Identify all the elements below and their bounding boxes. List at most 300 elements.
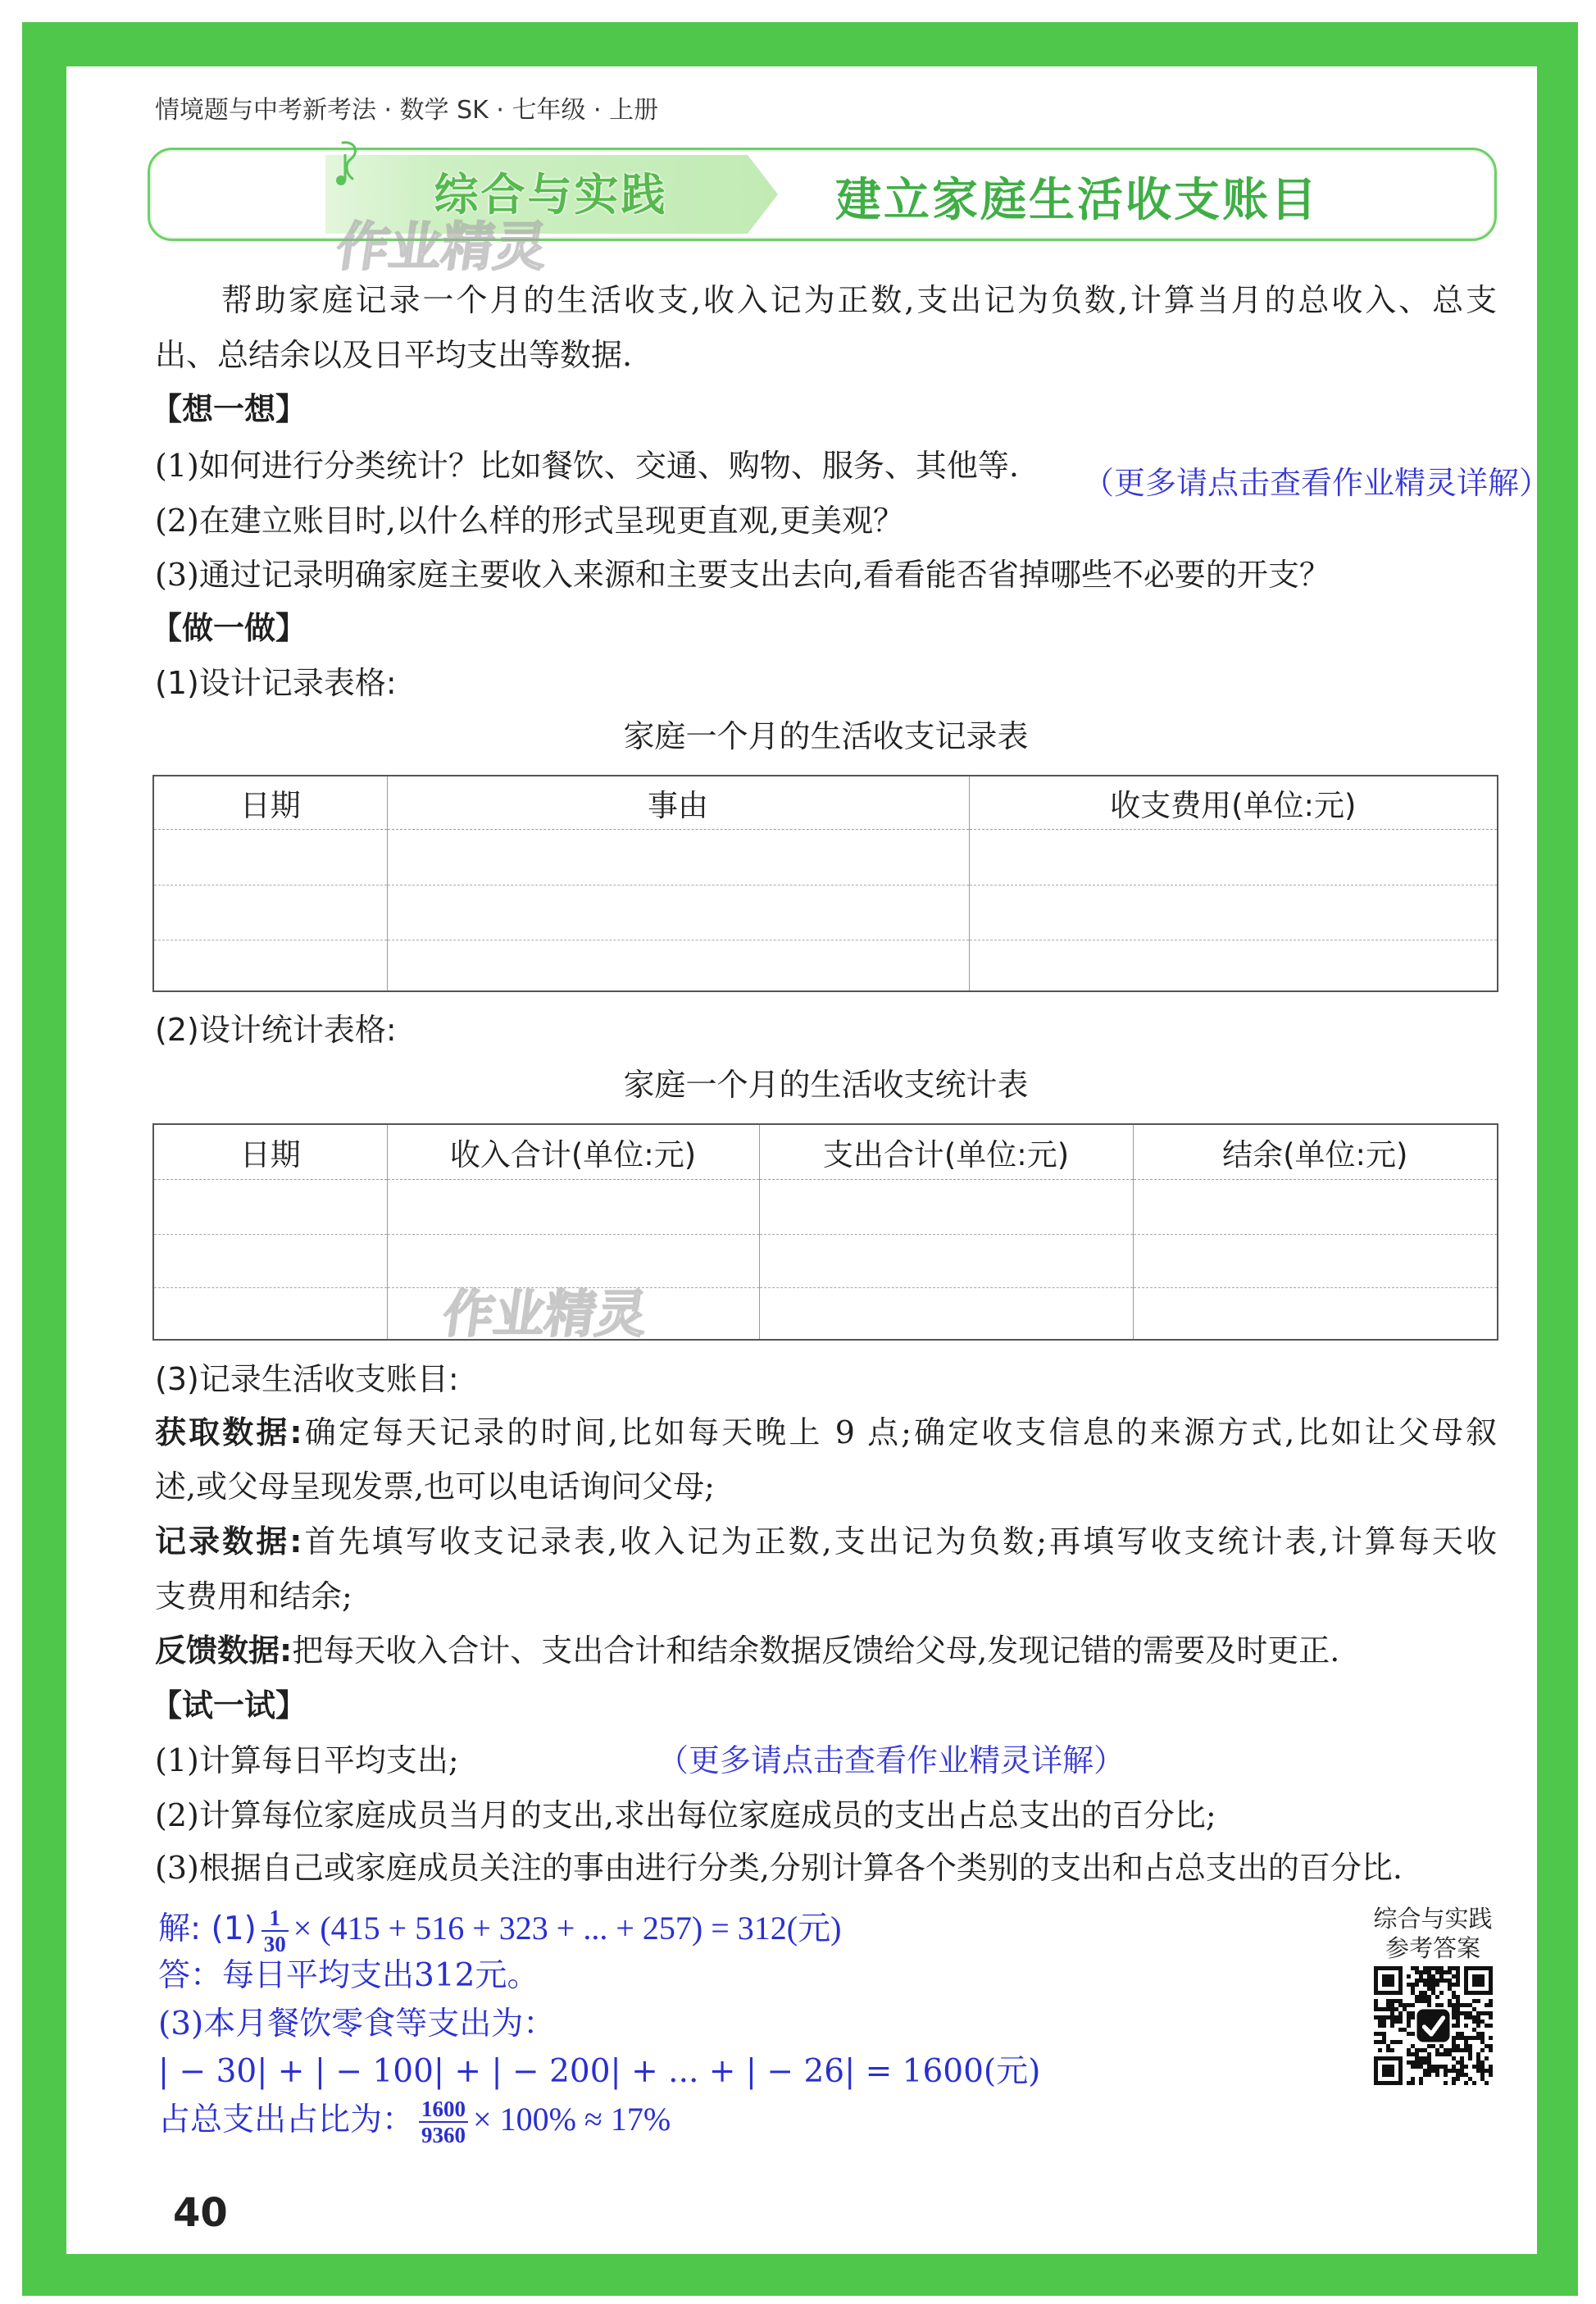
- qr-module: [1407, 2060, 1411, 2065]
- qr-module: [1456, 1966, 1460, 1970]
- qr-module: [1378, 2040, 1382, 2044]
- qr-module: [1435, 2069, 1439, 2073]
- answer-line: (3)本月餐饮零食等支出为：: [158, 2006, 556, 2042]
- qr-module: [1456, 2015, 1460, 2019]
- qr-module: [1411, 2077, 1415, 2081]
- qr-module: [1415, 1999, 1419, 2003]
- qr-module: [1423, 1983, 1427, 1987]
- stats-table-title: 家庭一个月的生活收支统计表: [623, 1067, 1029, 1103]
- qr-module: [1464, 2015, 1468, 2019]
- qr-module: [1452, 1995, 1456, 1999]
- qr-module: [1407, 2024, 1411, 2028]
- qr-module: [1411, 1991, 1415, 1995]
- qr-module: [1435, 1995, 1439, 1999]
- qr-module: [1452, 2003, 1456, 2007]
- qr-module: [1411, 1966, 1415, 1970]
- qr-module: [1394, 2015, 1398, 2019]
- qr-module: [1489, 2024, 1493, 2028]
- qr-module: [1378, 2019, 1382, 2024]
- qr-module: [1476, 2060, 1480, 2065]
- table-row: [153, 829, 1498, 885]
- answer-key-label: 参考答案: [1385, 1934, 1480, 1962]
- qr-module: [1411, 2065, 1415, 2069]
- qr-module: [1448, 2069, 1452, 2073]
- qr-module: [1390, 2048, 1394, 2052]
- column-header: 日期: [153, 776, 387, 829]
- qr-module: [1407, 2003, 1411, 2007]
- qr-module: [1411, 2060, 1415, 2065]
- qr-finder-pattern: [1382, 1974, 1394, 1987]
- qr-module: [1439, 2052, 1444, 2056]
- qr-module: [1431, 1974, 1435, 1978]
- qr-module: [1489, 2003, 1493, 2007]
- table-cell: [153, 1287, 387, 1340]
- qr-module: [1472, 2081, 1476, 2085]
- qr-module: [1407, 2015, 1411, 2019]
- qr-module: [1460, 2060, 1464, 2065]
- intro-line: 出、总结余以及日平均支出等数据.: [155, 337, 633, 373]
- qr-module: [1464, 2048, 1468, 2052]
- qr-module: [1415, 1978, 1419, 1983]
- paragraph-line: 支费用和结余;: [155, 1578, 352, 1614]
- qr-module: [1452, 2048, 1456, 2052]
- qr-module: [1456, 1974, 1460, 1978]
- qr-module: [1448, 1970, 1452, 1974]
- qr-module: [1374, 2003, 1378, 2007]
- qr-module: [1407, 2052, 1411, 2056]
- qr-module: [1476, 2069, 1480, 2073]
- qr-module: [1407, 2032, 1411, 2036]
- qr-module: [1431, 1991, 1435, 1995]
- answer-key-label: 综合与实践: [1373, 1905, 1493, 1933]
- qr-module: [1435, 2073, 1439, 2077]
- qr-module: [1419, 1970, 1423, 1974]
- qr-module: [1411, 1987, 1415, 1991]
- qr-module: [1476, 2052, 1480, 2056]
- table-cell: [387, 829, 969, 885]
- qr-module: [1431, 2044, 1435, 2048]
- answer-prefix: 占总支出占比为：: [158, 2101, 415, 2138]
- qr-module: [1403, 2028, 1407, 2032]
- qr-module: [1394, 1999, 1398, 2003]
- table-cell: [153, 829, 387, 885]
- qr-module: [1448, 1999, 1452, 2003]
- qr-module: [1464, 2011, 1468, 2015]
- qr-module: [1444, 1970, 1448, 1974]
- qr-module: [1452, 2081, 1456, 2085]
- table-row: [153, 1179, 1498, 1234]
- qr-module: [1407, 1983, 1411, 1987]
- qr-module: [1485, 2056, 1489, 2060]
- answer-line: | − 30| + | − 100| + | − 200| + ... + | − 26| = 1600(元): [158, 2053, 1041, 2090]
- banner-tag: 综合与实践: [434, 169, 668, 221]
- qr-module: [1472, 2019, 1476, 2024]
- try-item: (1)计算每日平均支出;: [155, 1742, 459, 1778]
- qr-module: [1452, 2056, 1456, 2060]
- table-row: [153, 1234, 1498, 1287]
- qr-module: [1374, 2015, 1378, 2019]
- qr-module: [1452, 2077, 1456, 2081]
- qr-module: [1468, 2056, 1472, 2060]
- qr-module: [1374, 1999, 1378, 2003]
- qr-module: [1476, 2024, 1480, 2028]
- qr-module: [1378, 2048, 1382, 2052]
- qr-module: [1480, 2073, 1485, 2077]
- qr-module: [1390, 1999, 1394, 2003]
- qr-module: [1427, 1974, 1431, 1978]
- table-cell: [759, 1287, 1133, 1340]
- qr-module: [1427, 2065, 1431, 2069]
- qr-module: [1435, 1978, 1439, 1983]
- qr-module: [1382, 2032, 1386, 2036]
- watermark: 作业精灵: [439, 1284, 652, 1344]
- try-item: (3)根据自己或家庭成员关注的事由进行分类,分别计算各个类别的支出和占总支出的百分比.: [155, 1850, 1403, 1886]
- qr-module: [1419, 2077, 1423, 2081]
- qr-module: [1382, 2015, 1386, 2019]
- qr-module: [1378, 2015, 1382, 2019]
- qr-module: [1456, 2024, 1460, 2028]
- qr-module: [1407, 2019, 1411, 2024]
- table-cell: [153, 940, 387, 991]
- qr-center-badge: [1417, 2010, 1450, 2042]
- qr-module: [1394, 2007, 1398, 2011]
- qr-module: [1431, 1978, 1435, 1983]
- record-table-title: 家庭一个月的生活收支记录表: [623, 718, 1029, 754]
- qr-module: [1435, 2065, 1439, 2069]
- qr-module: [1489, 2015, 1493, 2019]
- column-header: 事由: [387, 776, 969, 829]
- qr-module: [1415, 1970, 1419, 1974]
- qr-module: [1398, 2040, 1403, 2044]
- qr-module: [1480, 2077, 1485, 2081]
- column-header: 收支费用(单位:元): [969, 776, 1498, 829]
- qr-module: [1427, 2073, 1431, 2077]
- qr-module: [1485, 2011, 1489, 2015]
- qr-module: [1403, 2007, 1407, 2011]
- qr-code[interactable]: [1374, 1966, 1493, 2085]
- qr-module: [1468, 2011, 1472, 2015]
- qr-module: [1456, 2060, 1460, 2065]
- qr-module: [1394, 2019, 1398, 2024]
- qr-module: [1427, 1966, 1431, 1970]
- qr-module: [1435, 1970, 1439, 1974]
- table-cell: [387, 885, 969, 940]
- qr-module: [1456, 2007, 1460, 2011]
- qr-module: [1472, 2015, 1476, 2019]
- qr-module: [1489, 2048, 1493, 2052]
- qr-module: [1431, 1966, 1435, 1970]
- qr-module: [1411, 2052, 1415, 2056]
- qr-module: [1456, 2073, 1460, 2077]
- qr-module: [1423, 1966, 1427, 1970]
- qr-module: [1480, 2065, 1485, 2069]
- qr-module: [1427, 2003, 1431, 2007]
- qr-module: [1423, 1999, 1427, 2003]
- qr-module: [1444, 2081, 1448, 2085]
- qr-module: [1456, 2036, 1460, 2040]
- qr-module: [1480, 2048, 1485, 2052]
- qr-module: [1464, 2081, 1468, 2085]
- qr-module: [1398, 1999, 1403, 2003]
- more-details-link[interactable]: （更多请点击查看作业精灵详解）: [657, 1742, 1125, 1778]
- table-cell: [387, 1179, 759, 1234]
- qr-module: [1460, 2073, 1464, 2077]
- qr-module: [1378, 2032, 1382, 2036]
- qr-module: [1423, 1978, 1427, 1983]
- column-header: 收入合计(单位:元): [387, 1124, 759, 1179]
- qr-module: [1386, 2044, 1390, 2048]
- column-header: 日期: [153, 1124, 387, 1179]
- qr-module: [1476, 2056, 1480, 2060]
- qr-module: [1456, 1978, 1460, 1983]
- qr-module: [1407, 1974, 1411, 1978]
- qr-module: [1390, 2040, 1394, 2044]
- qr-module: [1464, 2036, 1468, 2040]
- qr-module: [1476, 2032, 1480, 2036]
- table-row: [153, 940, 1498, 991]
- table-cell: [1133, 1179, 1498, 1234]
- qr-module: [1419, 1978, 1423, 1983]
- qr-module: [1485, 2044, 1489, 2048]
- qr-module: [1485, 2024, 1489, 2028]
- record-table: [152, 775, 1498, 992]
- qr-module: [1485, 2003, 1489, 2007]
- qr-module: [1464, 2073, 1468, 2077]
- qr-module: [1427, 2052, 1431, 2056]
- qr-module: [1386, 1999, 1390, 2003]
- qr-module: [1435, 1983, 1439, 1987]
- qr-module: [1419, 2060, 1423, 2065]
- qr-module: [1480, 2032, 1485, 2036]
- qr-module: [1460, 2056, 1464, 2060]
- qr-module: [1427, 2060, 1431, 2065]
- qr-module: [1411, 2044, 1415, 2048]
- qr-module: [1448, 1978, 1452, 1983]
- table-cell: [1133, 1287, 1498, 1340]
- qr-module: [1468, 2003, 1472, 2007]
- page-number: 40: [173, 2190, 228, 2236]
- qr-module: [1456, 2032, 1460, 2036]
- qr-module: [1476, 1999, 1480, 2003]
- fraction-denominator: 30: [263, 1932, 286, 1956]
- qr-module: [1460, 2003, 1464, 2007]
- qr-module: [1456, 2019, 1460, 2024]
- qr-module: [1489, 2069, 1493, 2073]
- paragraph-label: 获取数据:: [155, 1414, 302, 1450]
- table-cell: [1133, 1234, 1498, 1287]
- fraction-numerator: 1600: [419, 2097, 468, 2123]
- qr-module: [1419, 1999, 1423, 2003]
- qr-module: [1468, 2036, 1472, 2040]
- qr-module: [1460, 2011, 1464, 2015]
- paragraph-text: 把每天收入合计、支出合计和结余数据反馈给父母,发现记错的需要及时更正.: [292, 1632, 1340, 1669]
- table-cell: [387, 940, 969, 991]
- answer-line: [158, 2093, 671, 2147]
- qr-module: [1480, 2069, 1485, 2073]
- qr-module: [1456, 1983, 1460, 1987]
- qr-module: [1456, 2011, 1460, 2015]
- qr-module: [1468, 2077, 1472, 2081]
- table-row: [153, 885, 1498, 940]
- qr-module: [1485, 2069, 1489, 2073]
- table-cell: [153, 1179, 387, 1234]
- qr-module: [1419, 2048, 1423, 2052]
- qr-module: [1489, 1999, 1493, 2003]
- qr-finder-pattern: [1382, 2065, 1394, 2077]
- qr-module: [1419, 2065, 1423, 2069]
- qr-module: [1452, 2015, 1456, 2019]
- qr-module: [1444, 2069, 1448, 2073]
- qr-module: [1415, 2060, 1419, 2065]
- qr-module: [1456, 2048, 1460, 2052]
- qr-module: [1452, 2024, 1456, 2028]
- qr-module: [1374, 2040, 1378, 2044]
- qr-module: [1444, 2073, 1448, 2077]
- qr-module: [1452, 2036, 1456, 2040]
- qr-module: [1439, 2044, 1444, 2048]
- table-cell: [387, 1287, 759, 1340]
- more-details-link[interactable]: （更多请点击查看作业精灵详解）: [1083, 465, 1551, 501]
- qr-module: [1431, 1987, 1435, 1991]
- qr-module: [1439, 1991, 1444, 1995]
- qr-module: [1386, 2015, 1390, 2019]
- qr-module: [1489, 2011, 1493, 2015]
- qr-module: [1456, 2069, 1460, 2073]
- qr-module: [1456, 1970, 1460, 1974]
- fraction: [419, 2097, 468, 2147]
- qr-module: [1452, 1991, 1456, 1995]
- do-heading: 【做一做】: [151, 610, 307, 646]
- qr-module: [1407, 2081, 1411, 2085]
- qr-module: [1390, 2019, 1394, 2024]
- qr-module: [1460, 2032, 1464, 2036]
- qr-module: [1390, 2003, 1394, 2007]
- qr-module: [1435, 2052, 1439, 2056]
- running-header: 情境题与中考新考法 · 数学 SK · 七年级 · 上册: [155, 96, 659, 125]
- qr-module: [1476, 2015, 1480, 2019]
- qr-module: [1448, 2003, 1452, 2007]
- qr-module: [1407, 2011, 1411, 2015]
- qr-module: [1460, 2069, 1464, 2073]
- qr-module: [1415, 2048, 1419, 2052]
- qr-module: [1460, 2048, 1464, 2052]
- qr-module: [1489, 2036, 1493, 2040]
- paragraph-text: 确定每天记录的时间,比如每天晚上 9 点;确定收支信息的来源方式,比如让父母叙: [302, 1414, 1497, 1450]
- qr-module: [1398, 2011, 1403, 2015]
- qr-module: [1464, 2044, 1468, 2048]
- table-cell: [387, 1234, 759, 1287]
- qr-module: [1378, 2024, 1382, 2028]
- qr-module: [1390, 2024, 1394, 2028]
- qr-module: [1390, 2015, 1394, 2019]
- qr-module: [1456, 2003, 1460, 2007]
- qr-module: [1448, 2052, 1452, 2056]
- qr-module: [1472, 2028, 1476, 2032]
- answer-expression: × 100% ≈ 17%: [473, 2101, 671, 2138]
- qr-module: [1456, 1999, 1460, 2003]
- qr-module: [1415, 1983, 1419, 1987]
- qr-module: [1452, 2069, 1456, 2073]
- qr-module: [1374, 2007, 1378, 2011]
- try-heading: 【试一试】: [151, 1687, 307, 1723]
- qr-module: [1464, 2003, 1468, 2007]
- qr-module: [1435, 2003, 1439, 2007]
- qr-module: [1390, 2011, 1394, 2015]
- qr-module: [1427, 1978, 1431, 1983]
- qr-module: [1448, 2048, 1452, 2052]
- qr-module: [1480, 2011, 1485, 2015]
- qr-module: [1427, 1987, 1431, 1991]
- qr-module: [1398, 2015, 1403, 2019]
- qr-module: [1476, 2036, 1480, 2040]
- paragraph-line: [155, 1412, 1497, 1453]
- qr-module: [1431, 2065, 1435, 2069]
- qr-module: [1452, 2007, 1456, 2011]
- qr-module: [1444, 2052, 1448, 2056]
- answer-line: [158, 1902, 841, 1956]
- qr-module: [1452, 1983, 1456, 1987]
- qr-module: [1423, 2073, 1427, 2077]
- qr-module: [1452, 1974, 1456, 1978]
- qr-module: [1419, 2081, 1423, 2085]
- qr-module: [1448, 1983, 1452, 1987]
- answer-line: 答：每日平均支出312元。: [158, 1957, 539, 1994]
- qr-module: [1398, 2003, 1403, 2007]
- column-header: 支出合计(单位:元): [759, 1124, 1133, 1179]
- qr-module: [1386, 2003, 1390, 2007]
- qr-module: [1411, 2081, 1415, 2085]
- qr-module: [1415, 1995, 1419, 1999]
- qr-module: [1448, 1966, 1452, 1970]
- qr-module: [1439, 1970, 1444, 1974]
- qr-module: [1382, 2019, 1386, 2024]
- qr-module: [1448, 1987, 1452, 1991]
- qr-module: [1464, 2065, 1468, 2069]
- step-label: (1)设计记录表格:: [155, 665, 397, 701]
- qr-module: [1472, 2036, 1476, 2040]
- try-item: (2)计算每位家庭成员当月的支出,求出每位家庭成员的支出占总支出的百分比;: [155, 1797, 1216, 1833]
- qr-module: [1411, 2032, 1415, 2036]
- qr-module: [1427, 1995, 1431, 1999]
- paragraph-line: 述,或父母呈现发票,也可以电话询问父母;: [155, 1468, 715, 1505]
- qr-module: [1456, 1995, 1460, 1999]
- qr-module: [1382, 2007, 1386, 2011]
- qr-module: [1407, 2048, 1411, 2052]
- qr-module: [1435, 2048, 1439, 2052]
- table-cell: [759, 1234, 1133, 1287]
- answer-expression: × (415 + 516 + 323 + ... + 257) = 312(元): [293, 1910, 842, 1947]
- qr-module: [1444, 2048, 1448, 2052]
- qr-module: [1382, 2040, 1386, 2044]
- paragraph-text: 首先填写收支记录表,收入记为正数,支出记为负数;再填写收支统计表,计算每天收: [302, 1523, 1497, 1560]
- qr-module: [1452, 2065, 1456, 2069]
- qr-module: [1419, 1995, 1423, 1999]
- qr-module: [1444, 2065, 1448, 2069]
- qr-module: [1439, 1974, 1444, 1978]
- qr-module: [1460, 2036, 1464, 2040]
- qr-module: [1374, 2032, 1378, 2036]
- qr-module: [1378, 2007, 1382, 2011]
- qr-module: [1439, 2065, 1444, 2069]
- qr-module: [1439, 1966, 1444, 1970]
- qr-module: [1427, 2044, 1431, 2048]
- qr-module: [1439, 1978, 1444, 1983]
- qr-module: [1452, 2044, 1456, 2048]
- table-header-row: [153, 776, 1498, 829]
- paragraph-line: [155, 1521, 1497, 1562]
- qr-module: [1419, 2056, 1423, 2060]
- qr-module: [1489, 2065, 1493, 2069]
